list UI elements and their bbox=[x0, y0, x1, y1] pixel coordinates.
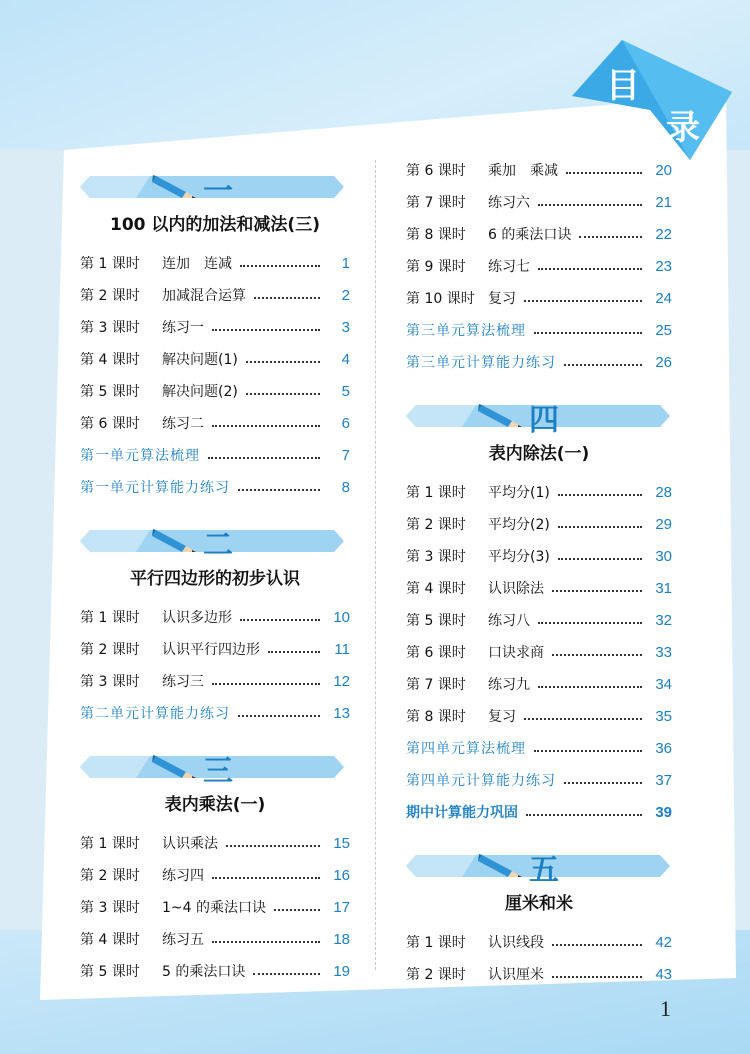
unit-numeral: 五 bbox=[529, 853, 559, 888]
entry-topic: 第三单元算法梳理 bbox=[406, 323, 526, 339]
toc-entry[interactable] bbox=[406, 669, 672, 701]
entry-topic: 练习一 bbox=[162, 320, 204, 336]
toc-entry[interactable] bbox=[406, 477, 672, 509]
entry-topic: 乘加 乘减 bbox=[488, 163, 558, 179]
dot-leader bbox=[246, 361, 320, 363]
entry-topic: 练习五 bbox=[162, 932, 204, 948]
dot-leader bbox=[268, 651, 320, 653]
toc-entry[interactable] bbox=[80, 698, 350, 730]
entry-page-number: 7 bbox=[341, 447, 350, 464]
entry-topic: 练习四 bbox=[162, 868, 204, 884]
dot-leader bbox=[538, 686, 642, 688]
entry-topic: 练习八 bbox=[488, 613, 530, 629]
toc-entry[interactable] bbox=[406, 509, 672, 541]
toc-entry[interactable] bbox=[406, 283, 672, 315]
entry-page-number: 29 bbox=[655, 516, 672, 533]
entry-topic: 1~4 的乘法口诀 bbox=[162, 900, 266, 916]
dot-leader bbox=[212, 941, 320, 943]
toc-entry[interactable] bbox=[406, 347, 672, 379]
entry-topic: 练习六 bbox=[488, 195, 530, 211]
entry-page-number: 5 bbox=[341, 383, 350, 400]
toc-entry[interactable] bbox=[406, 573, 672, 605]
toc-entry[interactable] bbox=[80, 376, 350, 408]
entry-topic: 认识乘法 bbox=[162, 836, 218, 852]
lesson-number: 第 2 课时 bbox=[80, 642, 140, 658]
entry-page-number: 16 bbox=[333, 867, 350, 884]
toc-entry[interactable] bbox=[406, 155, 672, 187]
lesson-number: 第 1 课时 bbox=[80, 610, 140, 626]
entry-page-number: 37 bbox=[655, 772, 672, 789]
entry-page-number: 12 bbox=[333, 673, 350, 690]
entry-page-number: 19 bbox=[333, 963, 350, 980]
entry-topic: 第一单元计算能力练习 bbox=[80, 480, 230, 496]
entry-page-number: 15 bbox=[333, 835, 350, 852]
column-divider bbox=[375, 160, 376, 970]
lesson-number: 第 2 课时 bbox=[406, 967, 466, 983]
dot-leader bbox=[274, 909, 320, 911]
dot-leader bbox=[579, 236, 642, 238]
entry-page-number: 30 bbox=[655, 548, 672, 565]
entry-topic: 解决问题(2) bbox=[162, 384, 238, 400]
entry-topic: 认识除法 bbox=[488, 581, 544, 597]
toc-entry[interactable] bbox=[406, 701, 672, 733]
dot-leader bbox=[564, 782, 642, 784]
toc-entry[interactable] bbox=[406, 315, 672, 347]
lesson-number: 第 3 课时 bbox=[80, 674, 140, 690]
lesson-number: 第 5 课时 bbox=[80, 964, 140, 980]
entry-page-number: 20 bbox=[655, 162, 672, 179]
page-number: 1 bbox=[660, 996, 671, 1021]
toc-entry[interactable] bbox=[406, 797, 672, 829]
lesson-number: 第 1 课时 bbox=[80, 256, 140, 272]
dot-leader bbox=[254, 297, 320, 299]
toc-entry[interactable] bbox=[80, 924, 350, 956]
toc-entry[interactable] bbox=[80, 472, 350, 504]
unit-title: 100 以内的加法和减法(三) bbox=[110, 215, 320, 235]
lesson-number: 第 8 课时 bbox=[406, 709, 466, 725]
entry-page-number: 26 bbox=[655, 354, 672, 371]
toc-entry[interactable] bbox=[80, 248, 350, 280]
dot-leader bbox=[246, 393, 320, 395]
dot-leader bbox=[552, 976, 642, 978]
toc-entry[interactable] bbox=[80, 860, 350, 892]
entry-topic: 认识多边形 bbox=[162, 610, 232, 626]
toc-entry[interactable] bbox=[80, 312, 350, 344]
toc-entry[interactable] bbox=[406, 605, 672, 637]
unit-title: 平行四边形的初步认识 bbox=[130, 569, 300, 589]
toc-entry[interactable] bbox=[406, 959, 672, 991]
unit-spacer bbox=[406, 991, 672, 1009]
pencil-icon bbox=[152, 524, 198, 554]
lesson-number: 第 2 课时 bbox=[406, 517, 466, 533]
entry-page-number: 3 bbox=[341, 319, 350, 336]
dot-leader bbox=[558, 526, 642, 528]
entry-page-number: 25 bbox=[655, 322, 672, 339]
toc-entry[interactable] bbox=[406, 187, 672, 219]
dot-leader bbox=[558, 558, 642, 560]
dot-leader bbox=[226, 845, 320, 847]
toc-entry[interactable] bbox=[406, 637, 672, 669]
dot-leader bbox=[240, 265, 320, 267]
toc-entry[interactable] bbox=[406, 765, 672, 797]
entry-page-number: 10 bbox=[333, 609, 350, 626]
toc-right-column bbox=[406, 155, 672, 1009]
entry-page-number: 1 bbox=[341, 255, 350, 272]
lesson-number: 第 6 课时 bbox=[80, 416, 140, 432]
contents-title-flag bbox=[572, 40, 732, 160]
lesson-number: 第 2 课时 bbox=[80, 288, 140, 304]
unit-numeral: 一 bbox=[203, 174, 233, 209]
unit-banner bbox=[80, 522, 350, 563]
pencil-icon bbox=[152, 750, 198, 780]
dot-leader bbox=[564, 364, 642, 366]
entry-page-number: 6 bbox=[341, 415, 350, 432]
entry-topic: 练习九 bbox=[488, 677, 530, 693]
toc-entry[interactable] bbox=[406, 541, 672, 573]
toc-entry[interactable] bbox=[80, 956, 350, 988]
toc-entry[interactable] bbox=[80, 280, 350, 312]
entry-topic: 练习三 bbox=[162, 674, 204, 690]
entry-page-number: 8 bbox=[341, 479, 350, 496]
lesson-number: 第 4 课时 bbox=[80, 352, 140, 368]
entry-page-number: 2 bbox=[341, 287, 350, 304]
lesson-number: 第 1 课时 bbox=[406, 935, 466, 951]
toc-entry[interactable] bbox=[80, 344, 350, 376]
entry-page-number: 35 bbox=[655, 708, 672, 725]
pencil-icon bbox=[478, 399, 524, 429]
unit-numeral: 三 bbox=[203, 754, 233, 789]
title-char-1: 目 bbox=[606, 66, 640, 106]
toc-entry[interactable] bbox=[80, 634, 350, 666]
entry-page-number: 17 bbox=[333, 899, 350, 916]
entry-topic: 认识线段 bbox=[488, 935, 544, 951]
lesson-number: 第 3 课时 bbox=[80, 900, 140, 916]
entry-topic: 复习 bbox=[488, 709, 516, 725]
entry-topic: 平均分(2) bbox=[488, 517, 550, 533]
lesson-number: 第 10 课时 bbox=[406, 291, 475, 307]
entry-topic: 口诀求商 bbox=[488, 645, 544, 661]
toc-entry[interactable] bbox=[80, 666, 350, 698]
entry-page-number: 34 bbox=[655, 676, 672, 693]
entry-topic: 解决问题(1) bbox=[162, 352, 238, 368]
entry-page-number: 23 bbox=[655, 258, 672, 275]
entry-topic: 第一单元算法梳理 bbox=[80, 448, 200, 464]
dot-leader bbox=[552, 654, 642, 656]
entry-topic: 第四单元算法梳理 bbox=[406, 741, 526, 757]
entry-page-number: 36 bbox=[655, 740, 672, 757]
dot-leader bbox=[212, 425, 320, 427]
lesson-number: 第 5 课时 bbox=[80, 384, 140, 400]
entry-page-number: 13 bbox=[333, 705, 350, 722]
entry-topic: 认识厘米 bbox=[488, 967, 544, 983]
entry-topic: 认识平行四边形 bbox=[162, 642, 260, 658]
lesson-number: 第 8 课时 bbox=[406, 227, 466, 243]
entry-topic: 第三单元计算能力练习 bbox=[406, 355, 556, 371]
lesson-number: 第 4 课时 bbox=[80, 932, 140, 948]
unit-banner bbox=[80, 168, 350, 209]
flag-shape bbox=[572, 40, 732, 160]
entry-topic: 第四单元计算能力练习 bbox=[406, 773, 556, 789]
lesson-number: 第 2 课时 bbox=[80, 868, 140, 884]
lesson-number: 第 3 课时 bbox=[80, 320, 140, 336]
entry-topic: 练习二 bbox=[162, 416, 204, 432]
pencil-icon bbox=[152, 170, 198, 200]
entry-page-number: 11 bbox=[334, 641, 350, 658]
toc-entry[interactable] bbox=[406, 219, 672, 251]
entry-page-number: 43 bbox=[655, 966, 672, 983]
lesson-number: 第 1 课时 bbox=[406, 485, 466, 501]
title-char-2: 录 bbox=[666, 108, 700, 148]
dot-leader bbox=[558, 494, 642, 496]
lesson-number: 第 7 课时 bbox=[406, 677, 466, 693]
entry-topic: 平均分(3) bbox=[488, 549, 550, 565]
entry-page-number: 42 bbox=[655, 934, 672, 951]
entry-page-number: 24 bbox=[655, 290, 672, 307]
dot-leader bbox=[212, 877, 320, 879]
entry-page-number: 39 bbox=[655, 804, 672, 821]
entry-page-number: 31 bbox=[655, 580, 672, 597]
entry-topic: 6 的乘法口诀 bbox=[488, 227, 572, 243]
lesson-number: 第 7 课时 bbox=[406, 195, 466, 211]
lesson-number: 第 9 课时 bbox=[406, 259, 466, 275]
dot-leader bbox=[212, 329, 320, 331]
dot-leader bbox=[538, 622, 642, 624]
entry-page-number: 22 bbox=[655, 226, 672, 243]
dot-leader bbox=[538, 268, 642, 270]
unit-numeral: 二 bbox=[203, 528, 233, 563]
toc-entry[interactable] bbox=[406, 733, 672, 765]
toc-entry[interactable] bbox=[80, 828, 350, 860]
entry-page-number: 32 bbox=[655, 612, 672, 629]
lesson-number: 第 1 课时 bbox=[80, 836, 140, 852]
unit-title: 表内除法(一) bbox=[488, 444, 590, 464]
unit-banner bbox=[80, 748, 350, 789]
entry-page-number: 28 bbox=[655, 484, 672, 501]
toc-left-column bbox=[80, 168, 350, 1006]
entry-topic: 5 的乘法口诀 bbox=[162, 964, 246, 980]
unit-title: 厘米和米 bbox=[505, 894, 573, 914]
entry-page-number: 4 bbox=[341, 351, 350, 368]
dot-leader bbox=[526, 814, 642, 816]
lesson-number: 第 6 课时 bbox=[406, 645, 466, 661]
dot-leader bbox=[534, 332, 642, 334]
toc-entry[interactable] bbox=[406, 927, 672, 959]
toc-entry[interactable] bbox=[80, 892, 350, 924]
unit-title: 表内乘法(一) bbox=[164, 795, 266, 815]
toc-entry[interactable] bbox=[406, 251, 672, 283]
pencil-icon bbox=[478, 849, 524, 879]
lesson-number: 第 6 课时 bbox=[406, 163, 466, 179]
entry-topic: 期中计算能力巩固 bbox=[406, 805, 518, 821]
entry-page-number: 33 bbox=[655, 644, 672, 661]
dot-leader bbox=[566, 172, 642, 174]
dot-leader bbox=[240, 619, 320, 621]
entry-page-number: 21 bbox=[655, 194, 672, 211]
dot-leader bbox=[238, 715, 320, 717]
lesson-number: 第 5 课时 bbox=[406, 613, 466, 629]
dot-leader bbox=[208, 457, 320, 459]
unit-banner bbox=[406, 397, 672, 438]
dot-leader bbox=[253, 973, 320, 975]
lesson-number: 第 4 课时 bbox=[406, 581, 466, 597]
dot-leader bbox=[524, 300, 642, 302]
unit-banner bbox=[406, 847, 672, 888]
dot-leader bbox=[238, 489, 320, 491]
dot-leader bbox=[552, 944, 642, 946]
entry-topic: 复习 bbox=[488, 291, 516, 307]
entry-topic: 加减混合运算 bbox=[162, 288, 246, 304]
toc-entry[interactable] bbox=[80, 602, 350, 634]
entry-topic: 练习七 bbox=[488, 259, 530, 275]
dot-leader bbox=[552, 590, 642, 592]
lesson-number: 第 3 课时 bbox=[406, 549, 466, 565]
dot-leader bbox=[212, 683, 320, 685]
unit-spacer bbox=[80, 988, 350, 1006]
unit-numeral: 四 bbox=[529, 403, 559, 438]
entry-topic: 平均分(1) bbox=[488, 485, 550, 501]
dot-leader bbox=[534, 750, 642, 752]
toc-entry[interactable] bbox=[80, 440, 350, 472]
entry-topic: 连加 连减 bbox=[162, 256, 232, 272]
dot-leader bbox=[538, 204, 642, 206]
dot-leader bbox=[524, 718, 642, 720]
toc-entry[interactable] bbox=[80, 408, 350, 440]
entry-page-number: 18 bbox=[333, 931, 350, 948]
entry-topic: 第二单元计算能力练习 bbox=[80, 706, 230, 722]
